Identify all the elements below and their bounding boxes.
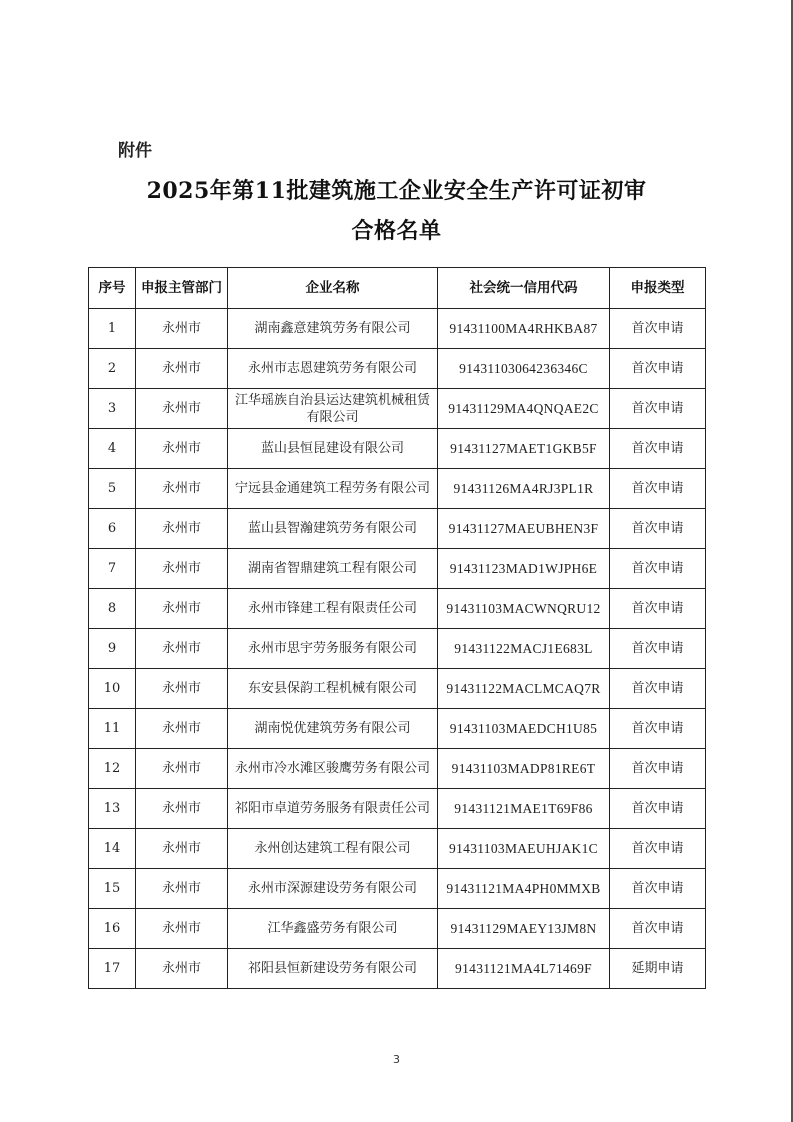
cell-credit-code: 91431121MA4L71469F xyxy=(438,949,610,989)
cell-company: 蓝山县智瀚建筑劳务有限公司 xyxy=(228,509,438,549)
cell-seq: 13 xyxy=(89,789,136,829)
cell-dept: 永州市 xyxy=(136,429,228,469)
cell-dept: 永州市 xyxy=(136,469,228,509)
cell-dept: 永州市 xyxy=(136,829,228,869)
cell-company: 永州市深源建设劳务有限公司 xyxy=(228,869,438,909)
cell-company: 湖南鑫意建筑劳务有限公司 xyxy=(228,309,438,349)
cell-credit-code: 91431100MA4RHKBA87 xyxy=(438,309,610,349)
cell-company: 永州市思宇劳务服务有限公司 xyxy=(228,629,438,669)
cell-seq: 12 xyxy=(89,749,136,789)
cell-seq: 3 xyxy=(89,389,136,429)
table-row xyxy=(89,789,706,829)
cell-dept: 永州市 xyxy=(136,749,228,789)
table-header-row xyxy=(89,268,706,309)
table-row xyxy=(89,309,706,349)
cell-seq: 15 xyxy=(89,869,136,909)
cell-company: 江华瑶族自治县运达建筑机械租赁有限公司 xyxy=(228,389,438,429)
cell-dept: 永州市 xyxy=(136,869,228,909)
cell-dept: 永州市 xyxy=(136,389,228,429)
cell-credit-code: 91431121MA4PH0MMXB xyxy=(438,869,610,909)
cell-seq: 17 xyxy=(89,949,136,989)
table-row xyxy=(89,949,706,989)
cell-apply-type: 延期申请 xyxy=(610,949,706,989)
cell-company: 东安县保韵工程机械有限公司 xyxy=(228,669,438,709)
cell-dept: 永州市 xyxy=(136,629,228,669)
table-row xyxy=(89,469,706,509)
document-title-line2: 合格名单 xyxy=(351,218,442,244)
cell-credit-code: 91431126MA4RJ3PL1R xyxy=(438,469,610,509)
cell-company: 永州创达建筑工程有限公司 xyxy=(228,829,438,869)
cell-apply-type: 首次申请 xyxy=(610,909,706,949)
cell-apply-type: 首次申请 xyxy=(610,349,706,389)
cell-credit-code: 91431103MACWNQRU12 xyxy=(438,589,610,629)
cell-company: 湖南省智鼎建筑工程有限公司 xyxy=(228,549,438,589)
cell-credit-code: 91431122MACJ1E683L xyxy=(438,629,610,669)
cell-seq: 9 xyxy=(89,629,136,669)
table-row xyxy=(89,389,706,429)
table-row xyxy=(89,669,706,709)
cell-credit-code: 91431103MADP81RE6T xyxy=(438,749,610,789)
cell-company: 祁阳县恒新建设劳务有限公司 xyxy=(228,949,438,989)
attachment-label: 附件 xyxy=(118,141,152,161)
cell-seq: 5 xyxy=(89,469,136,509)
qualified-list-table xyxy=(88,267,706,989)
cell-credit-code: 91431129MA4QNQAE2C xyxy=(438,389,610,429)
cell-apply-type: 首次申请 xyxy=(610,429,706,469)
table-row xyxy=(89,349,706,389)
cell-seq: 4 xyxy=(89,429,136,469)
cell-credit-code: 91431103064236346C xyxy=(438,349,610,389)
cell-credit-code: 91431121MAE1T69F86 xyxy=(438,789,610,829)
cell-seq: 8 xyxy=(89,589,136,629)
cell-apply-type: 首次申请 xyxy=(610,669,706,709)
cell-seq: 6 xyxy=(89,509,136,549)
cell-apply-type: 首次申请 xyxy=(610,589,706,629)
cell-dept: 永州市 xyxy=(136,709,228,749)
cell-dept: 永州市 xyxy=(136,669,228,709)
cell-dept: 永州市 xyxy=(136,309,228,349)
table-row xyxy=(89,589,706,629)
cell-apply-type: 首次申请 xyxy=(610,829,706,869)
cell-seq: 11 xyxy=(89,709,136,749)
cell-credit-code: 91431127MAEUBHEN3F xyxy=(438,509,610,549)
table-row xyxy=(89,629,706,669)
header-dept: 申报主管部门 xyxy=(136,268,228,309)
document-title-line1: 2025年第11批建筑施工企业安全生产许可证初审 xyxy=(146,178,647,204)
cell-credit-code: 91431127MAET1GKB5F xyxy=(438,429,610,469)
cell-apply-type: 首次申请 xyxy=(610,509,706,549)
cell-apply-type: 首次申请 xyxy=(610,709,706,749)
cell-dept: 永州市 xyxy=(136,549,228,589)
cell-credit-code: 91431122MACLMCAQ7R xyxy=(438,669,610,709)
table-row xyxy=(89,509,706,549)
cell-seq: 14 xyxy=(89,829,136,869)
cell-apply-type: 首次申请 xyxy=(610,789,706,829)
cell-company: 宁远县金通建筑工程劳务有限公司 xyxy=(228,469,438,509)
cell-apply-type: 首次申请 xyxy=(610,549,706,589)
cell-dept: 永州市 xyxy=(136,349,228,389)
cell-seq: 1 xyxy=(89,309,136,349)
cell-dept: 永州市 xyxy=(136,509,228,549)
cell-credit-code: 91431103MAEDCH1U85 xyxy=(438,709,610,749)
cell-dept: 永州市 xyxy=(136,949,228,989)
cell-apply-type: 首次申请 xyxy=(610,869,706,909)
cell-dept: 永州市 xyxy=(136,789,228,829)
table-body xyxy=(89,309,706,989)
table-row xyxy=(89,549,706,589)
header-type: 申报类型 xyxy=(610,268,706,309)
cell-apply-type: 首次申请 xyxy=(610,309,706,349)
table-row xyxy=(89,749,706,789)
cell-seq: 2 xyxy=(89,349,136,389)
cell-company: 湖南悦优建筑劳务有限公司 xyxy=(228,709,438,749)
cell-dept: 永州市 xyxy=(136,909,228,949)
cell-company: 永州市冷水滩区骏鹰劳务有限公司 xyxy=(228,749,438,789)
page-number: 3 xyxy=(393,1053,400,1066)
table-row xyxy=(89,709,706,749)
cell-apply-type: 首次申请 xyxy=(610,749,706,789)
cell-dept: 永州市 xyxy=(136,589,228,629)
table-row xyxy=(89,909,706,949)
cell-company: 蓝山县恒昆建设有限公司 xyxy=(228,429,438,469)
cell-seq: 16 xyxy=(89,909,136,949)
table-row xyxy=(89,429,706,469)
cell-company: 永州市志恩建筑劳务有限公司 xyxy=(228,349,438,389)
cell-credit-code: 91431129MAEY13JM8N xyxy=(438,909,610,949)
cell-seq: 10 xyxy=(89,669,136,709)
cell-company: 永州市锋建工程有限责任公司 xyxy=(228,589,438,629)
cell-apply-type: 首次申请 xyxy=(610,389,706,429)
cell-apply-type: 首次申请 xyxy=(610,469,706,509)
header-code: 社会统一信用代码 xyxy=(438,268,610,309)
table-row xyxy=(89,829,706,869)
cell-company: 祁阳市卓道劳务服务有限责任公司 xyxy=(228,789,438,829)
table-row xyxy=(89,869,706,909)
cell-seq: 7 xyxy=(89,549,136,589)
header-seq: 序号 xyxy=(89,268,136,309)
header-company: 企业名称 xyxy=(228,268,438,309)
cell-credit-code: 91431123MAD1WJPH6E xyxy=(438,549,610,589)
cell-apply-type: 首次申请 xyxy=(610,629,706,669)
cell-company: 江华鑫盛劳务有限公司 xyxy=(228,909,438,949)
cell-credit-code: 91431103MAEUHJAK1C xyxy=(438,829,610,869)
